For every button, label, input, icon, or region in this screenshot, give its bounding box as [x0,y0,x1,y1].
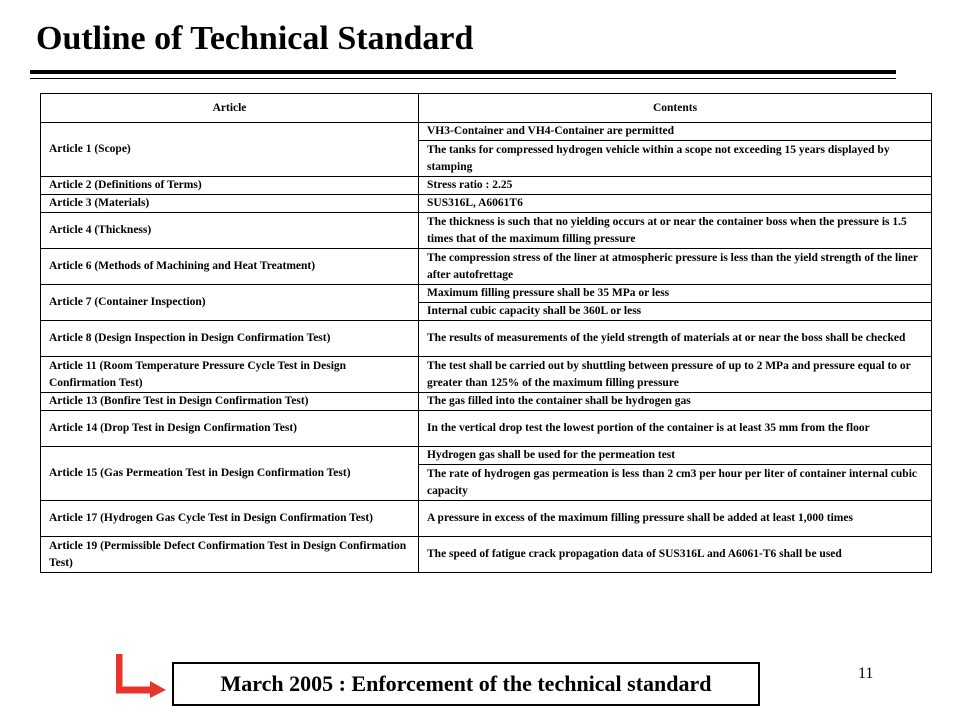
enforcement-note-text: March 2005 : Enforcement of the technical standard [220,671,712,696]
header-contents: Contents [419,94,932,123]
slide-title: Outline of Technical Standard [36,20,474,57]
contents-cell: VH3-Container and VH4-Container are permitted [419,123,932,141]
article-cell: Article 6 (Methods of Machining and Heat Treatment) [41,249,419,285]
article-cell: Article 2 (Definitions of Terms) [41,177,419,195]
table-row [41,447,932,465]
article-cell: Article 19 (Permissible Defect Confirmation Test in Design Confirmation Test) [41,537,419,573]
header-article: Article [41,94,419,123]
contents-cell: The test shall be carried out by shuttling between pressure of up to 2 MPa and pressure equal to or greater than 125% of the maximum filling pressure [419,357,932,393]
table-row [41,411,932,447]
article-cell: Article 7 (Container Inspection) [41,285,419,321]
article-cell: Article 1 (Scope) [41,123,419,177]
contents-cell: The speed of fatigue crack propagation data of SUS316L and A6061-T6 shall be used [419,537,932,573]
contents-cell: The rate of hydrogen gas permeation is less than 2 cm3 per hour per liter of container internal cubic capacity [419,465,932,501]
contents-cell: A pressure in excess of the maximum filling pressure shall be added at least 1,000 times [419,501,932,537]
technical-standard-table [40,93,932,573]
table-row [41,249,932,285]
table-row [41,393,932,411]
article-cell: Article 3 (Materials) [41,195,419,213]
contents-cell: Stress ratio : 2.25 [419,177,932,195]
table-header-row [41,94,932,123]
contents-cell: The tanks for compressed hydrogen vehicle within a scope not exceeding 15 years displayed by stamping [419,141,932,177]
contents-cell: Maximum filling pressure shall be 35 MPa or less [419,285,932,303]
contents-cell: In the vertical drop test the lowest portion of the container is at least 35 mm from the floor [419,411,932,447]
contents-cell: The thickness is such that no yielding occurs at or near the container boss when the pressure is 1.5 times that of the maximum filling pressure [419,213,932,249]
table-row [41,177,932,195]
table-row [41,213,932,249]
contents-cell: Hydrogen gas shall be used for the permeation test [419,447,932,465]
article-cell: Article 8 (Design Inspection in Design Confirmation Test) [41,321,419,357]
contents-cell: The gas filled into the container shall be hydrogen gas [419,393,932,411]
table-row [41,195,932,213]
contents-cell: SUS316L, A6061T6 [419,195,932,213]
table-row [41,357,932,393]
table-row [41,123,932,141]
article-cell: Article 4 (Thickness) [41,213,419,249]
title-rule-thin [30,78,896,79]
contents-cell: The compression stress of the liner at atmospheric pressure is less than the yield strength of the liner after autofrettage [419,249,932,285]
table-row [41,537,932,573]
table-row [41,285,932,303]
contents-cell: The results of measurements of the yield strength of materials at or near the boss shall be checked [419,321,932,357]
table-row [41,321,932,357]
article-cell: Article 13 (Bonfire Test in Design Confirmation Test) [41,393,419,411]
enforcement-note-box [172,662,760,706]
page-number: 11 [858,665,874,682]
title-rule-thick [30,70,896,74]
arrow-right-icon [116,652,168,698]
article-cell: Article 14 (Drop Test in Design Confirmation Test) [41,411,419,447]
table-row [41,501,932,537]
article-cell: Article 11 (Room Temperature Pressure Cycle Test in Design Confirmation Test) [41,357,419,393]
article-cell: Article 15 (Gas Permeation Test in Design Confirmation Test) [41,447,419,501]
contents-cell: Internal cubic capacity shall be 360L or less [419,303,932,321]
article-cell: Article 17 (Hydrogen Gas Cycle Test in Design Confirmation Test) [41,501,419,537]
